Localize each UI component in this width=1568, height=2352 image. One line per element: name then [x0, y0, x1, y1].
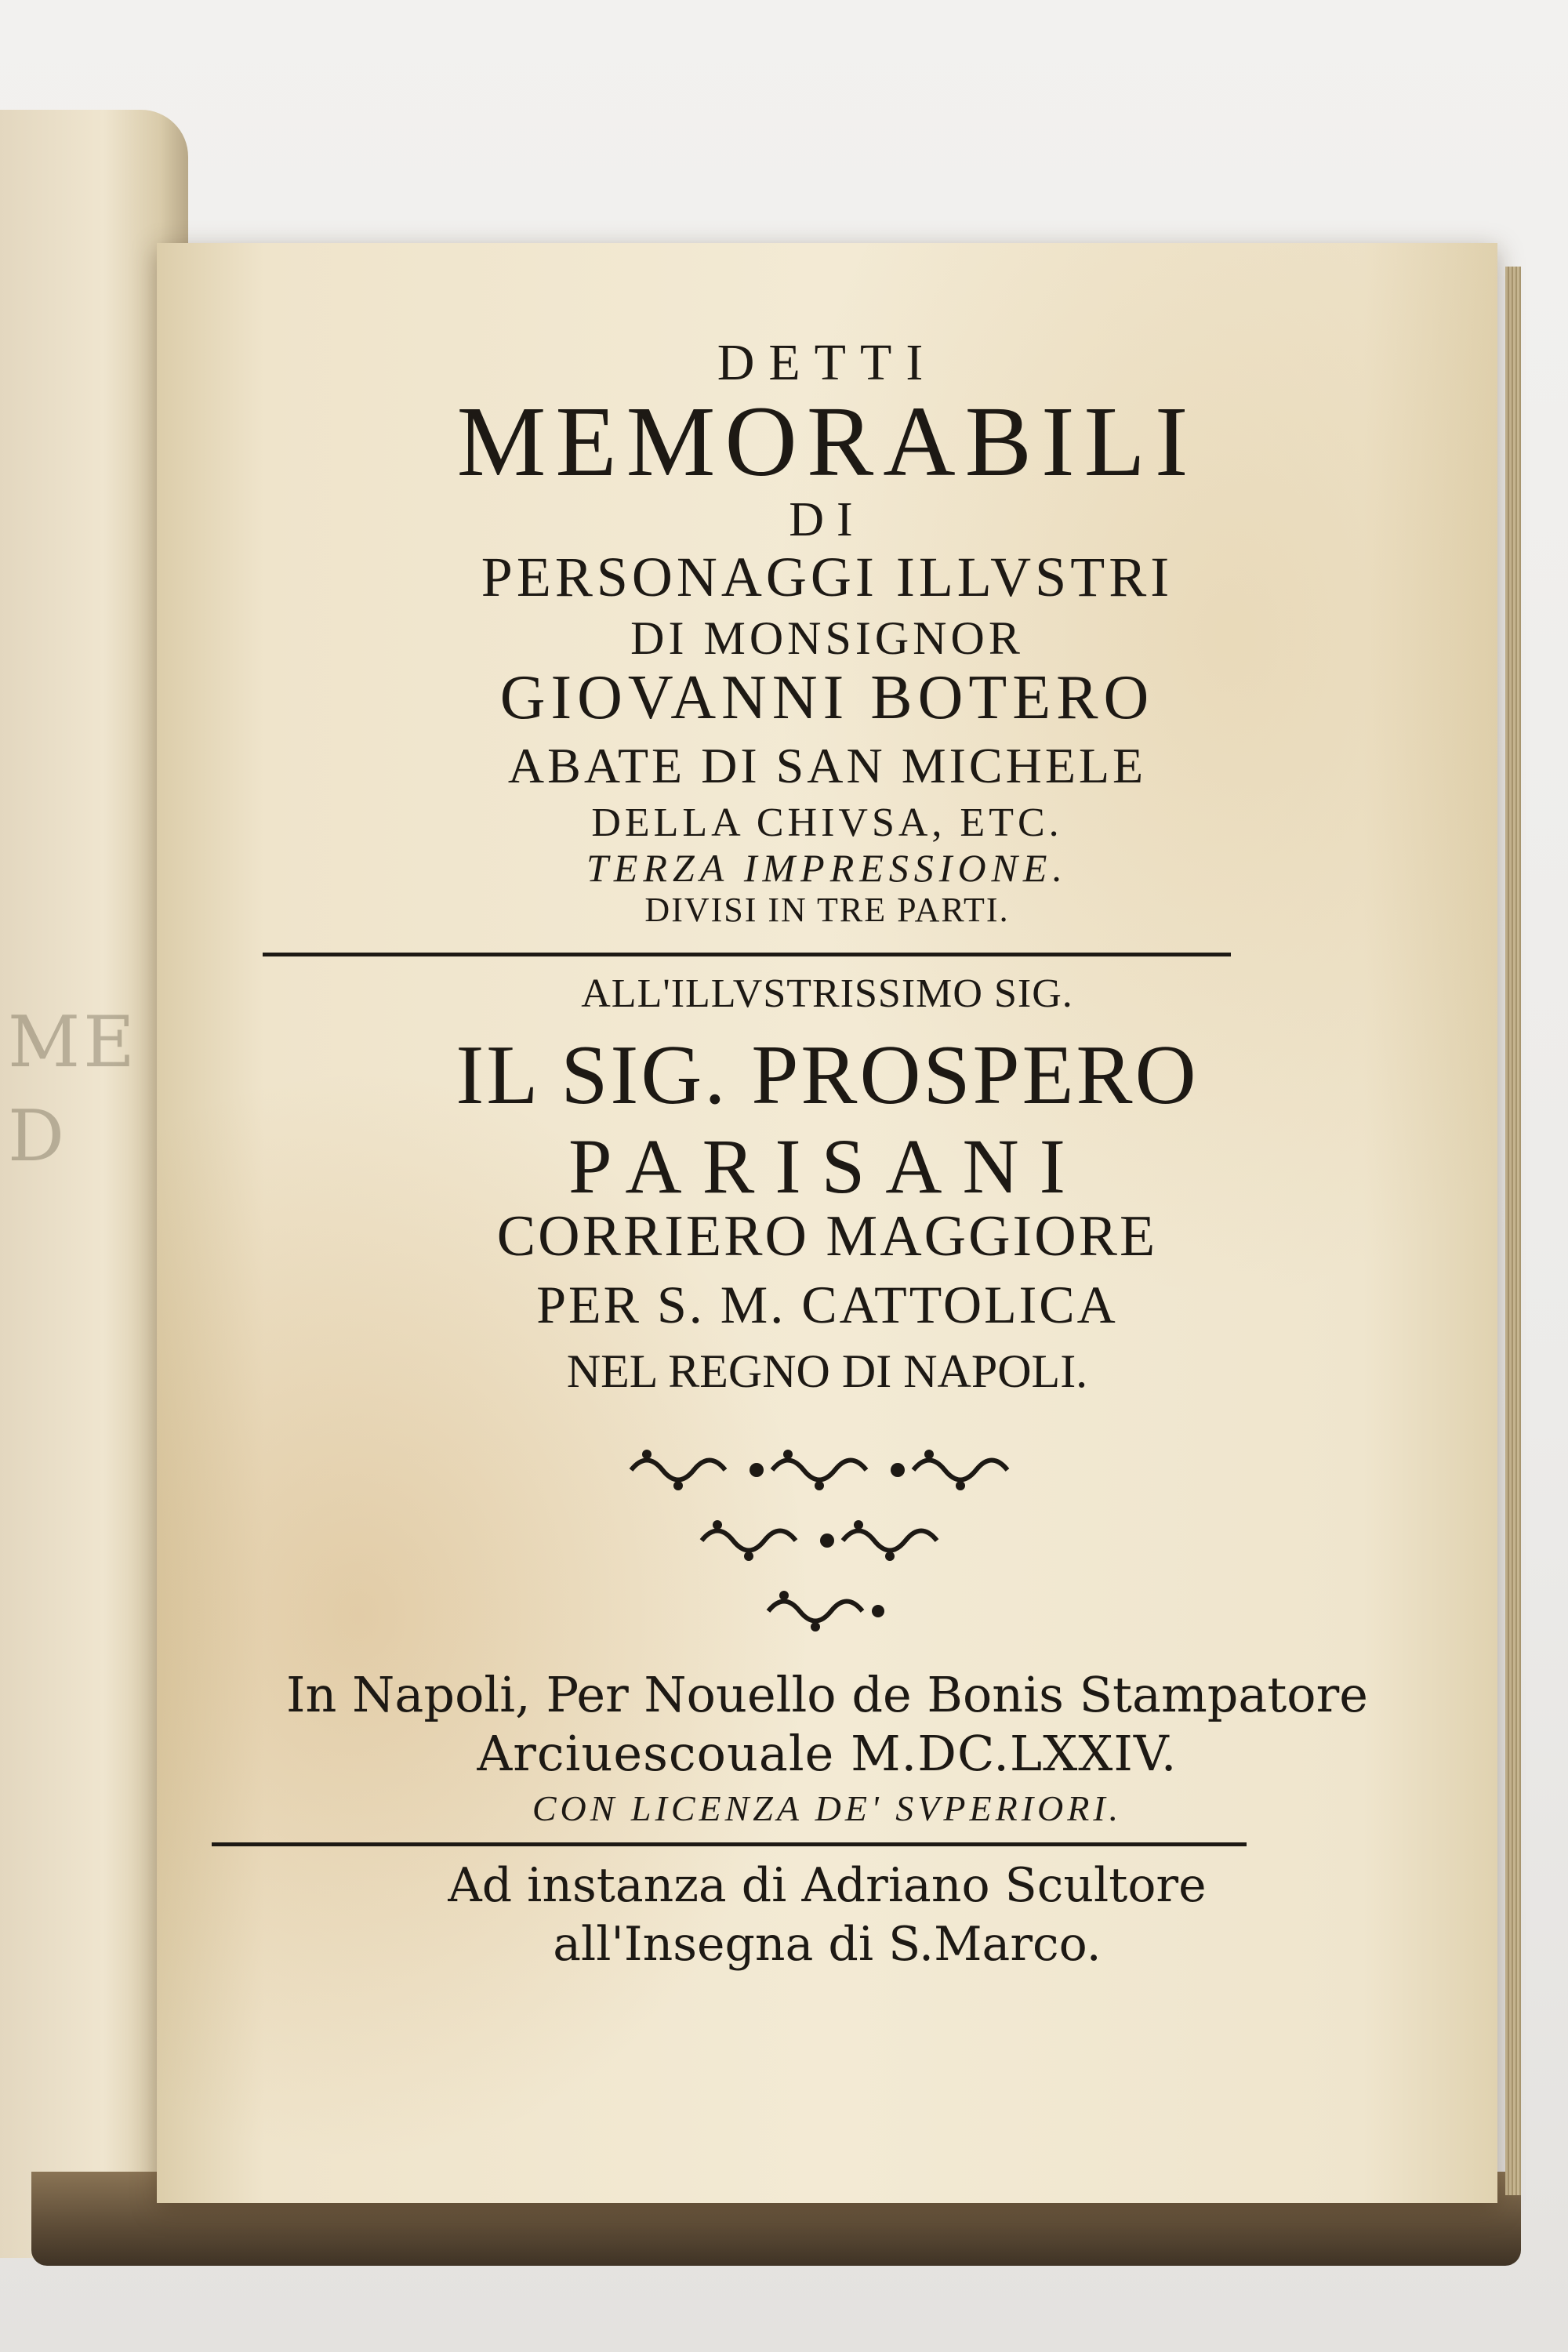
divider-rule-bottom	[212, 1842, 1247, 1846]
dedicatee-kingdom: NEL REGNO DI NAPOLI.	[566, 1345, 1088, 1397]
dedicatee-role: CORRIERO MAGGIORE	[496, 1204, 1158, 1269]
author-name: GIOVANNI BOTERO	[499, 663, 1155, 732]
dedicatee-service: PER S. M. CATTOLICA	[536, 1275, 1118, 1334]
title-line-detti: DETTI	[717, 334, 938, 391]
imprint-sign: all'Insegna di S.Marco.	[553, 1917, 1102, 1972]
fleuron-ornament-row-3	[157, 1584, 1497, 1639]
left-page-showthrough: ME D	[8, 1001, 138, 1178]
title-line-personaggi: PERSONAGGI ILLVSTRI	[481, 546, 1174, 608]
title-line-di: DI	[789, 493, 866, 546]
imprint-place-printer: In Napoli, Per Nouello de Bonis Stampatore	[286, 1666, 1368, 1723]
divider-rule-top	[263, 953, 1231, 956]
author-location: DELLA CHIVSA, ETC.	[591, 800, 1063, 845]
imprint-license: CON LICENZA DE' SVPERIORI.	[532, 1788, 1123, 1828]
dedicatee-prospero: IL SIG. PROSPERO	[456, 1029, 1199, 1122]
title-page	[157, 243, 1497, 2203]
fleuron-ornament-row-2	[157, 1513, 1497, 1568]
dedicatee-parisani: PARISANI	[568, 1123, 1086, 1210]
title-line-monsignor: DI MONSIGNOR	[630, 612, 1024, 664]
author-title: ABATE DI SAN MICHELE	[507, 738, 1147, 793]
fleuron-ornament-icon	[694, 1513, 960, 1568]
dedication-line-illustrissimo: ALL'ILLVSTRISSIMO SIG.	[581, 971, 1073, 1016]
imprint-date: Arciuescouale M.DC.LXXIV.	[477, 1725, 1178, 1782]
edition-statement: TERZA IMPRESSIONE.	[586, 846, 1068, 890]
imprint-bookseller: Ad instanza di Adriano Scultore	[448, 1858, 1207, 1913]
fleuron-ornament-icon	[760, 1584, 894, 1639]
parts-statement: DIVISI IN TRE PARTI.	[644, 891, 1010, 929]
fleuron-ornament-row-1	[157, 1443, 1497, 1497]
title-line-memorabili: MEMORABILI	[456, 386, 1198, 497]
fleuron-ornament-icon	[623, 1443, 1031, 1497]
page-edges	[1505, 267, 1521, 2195]
